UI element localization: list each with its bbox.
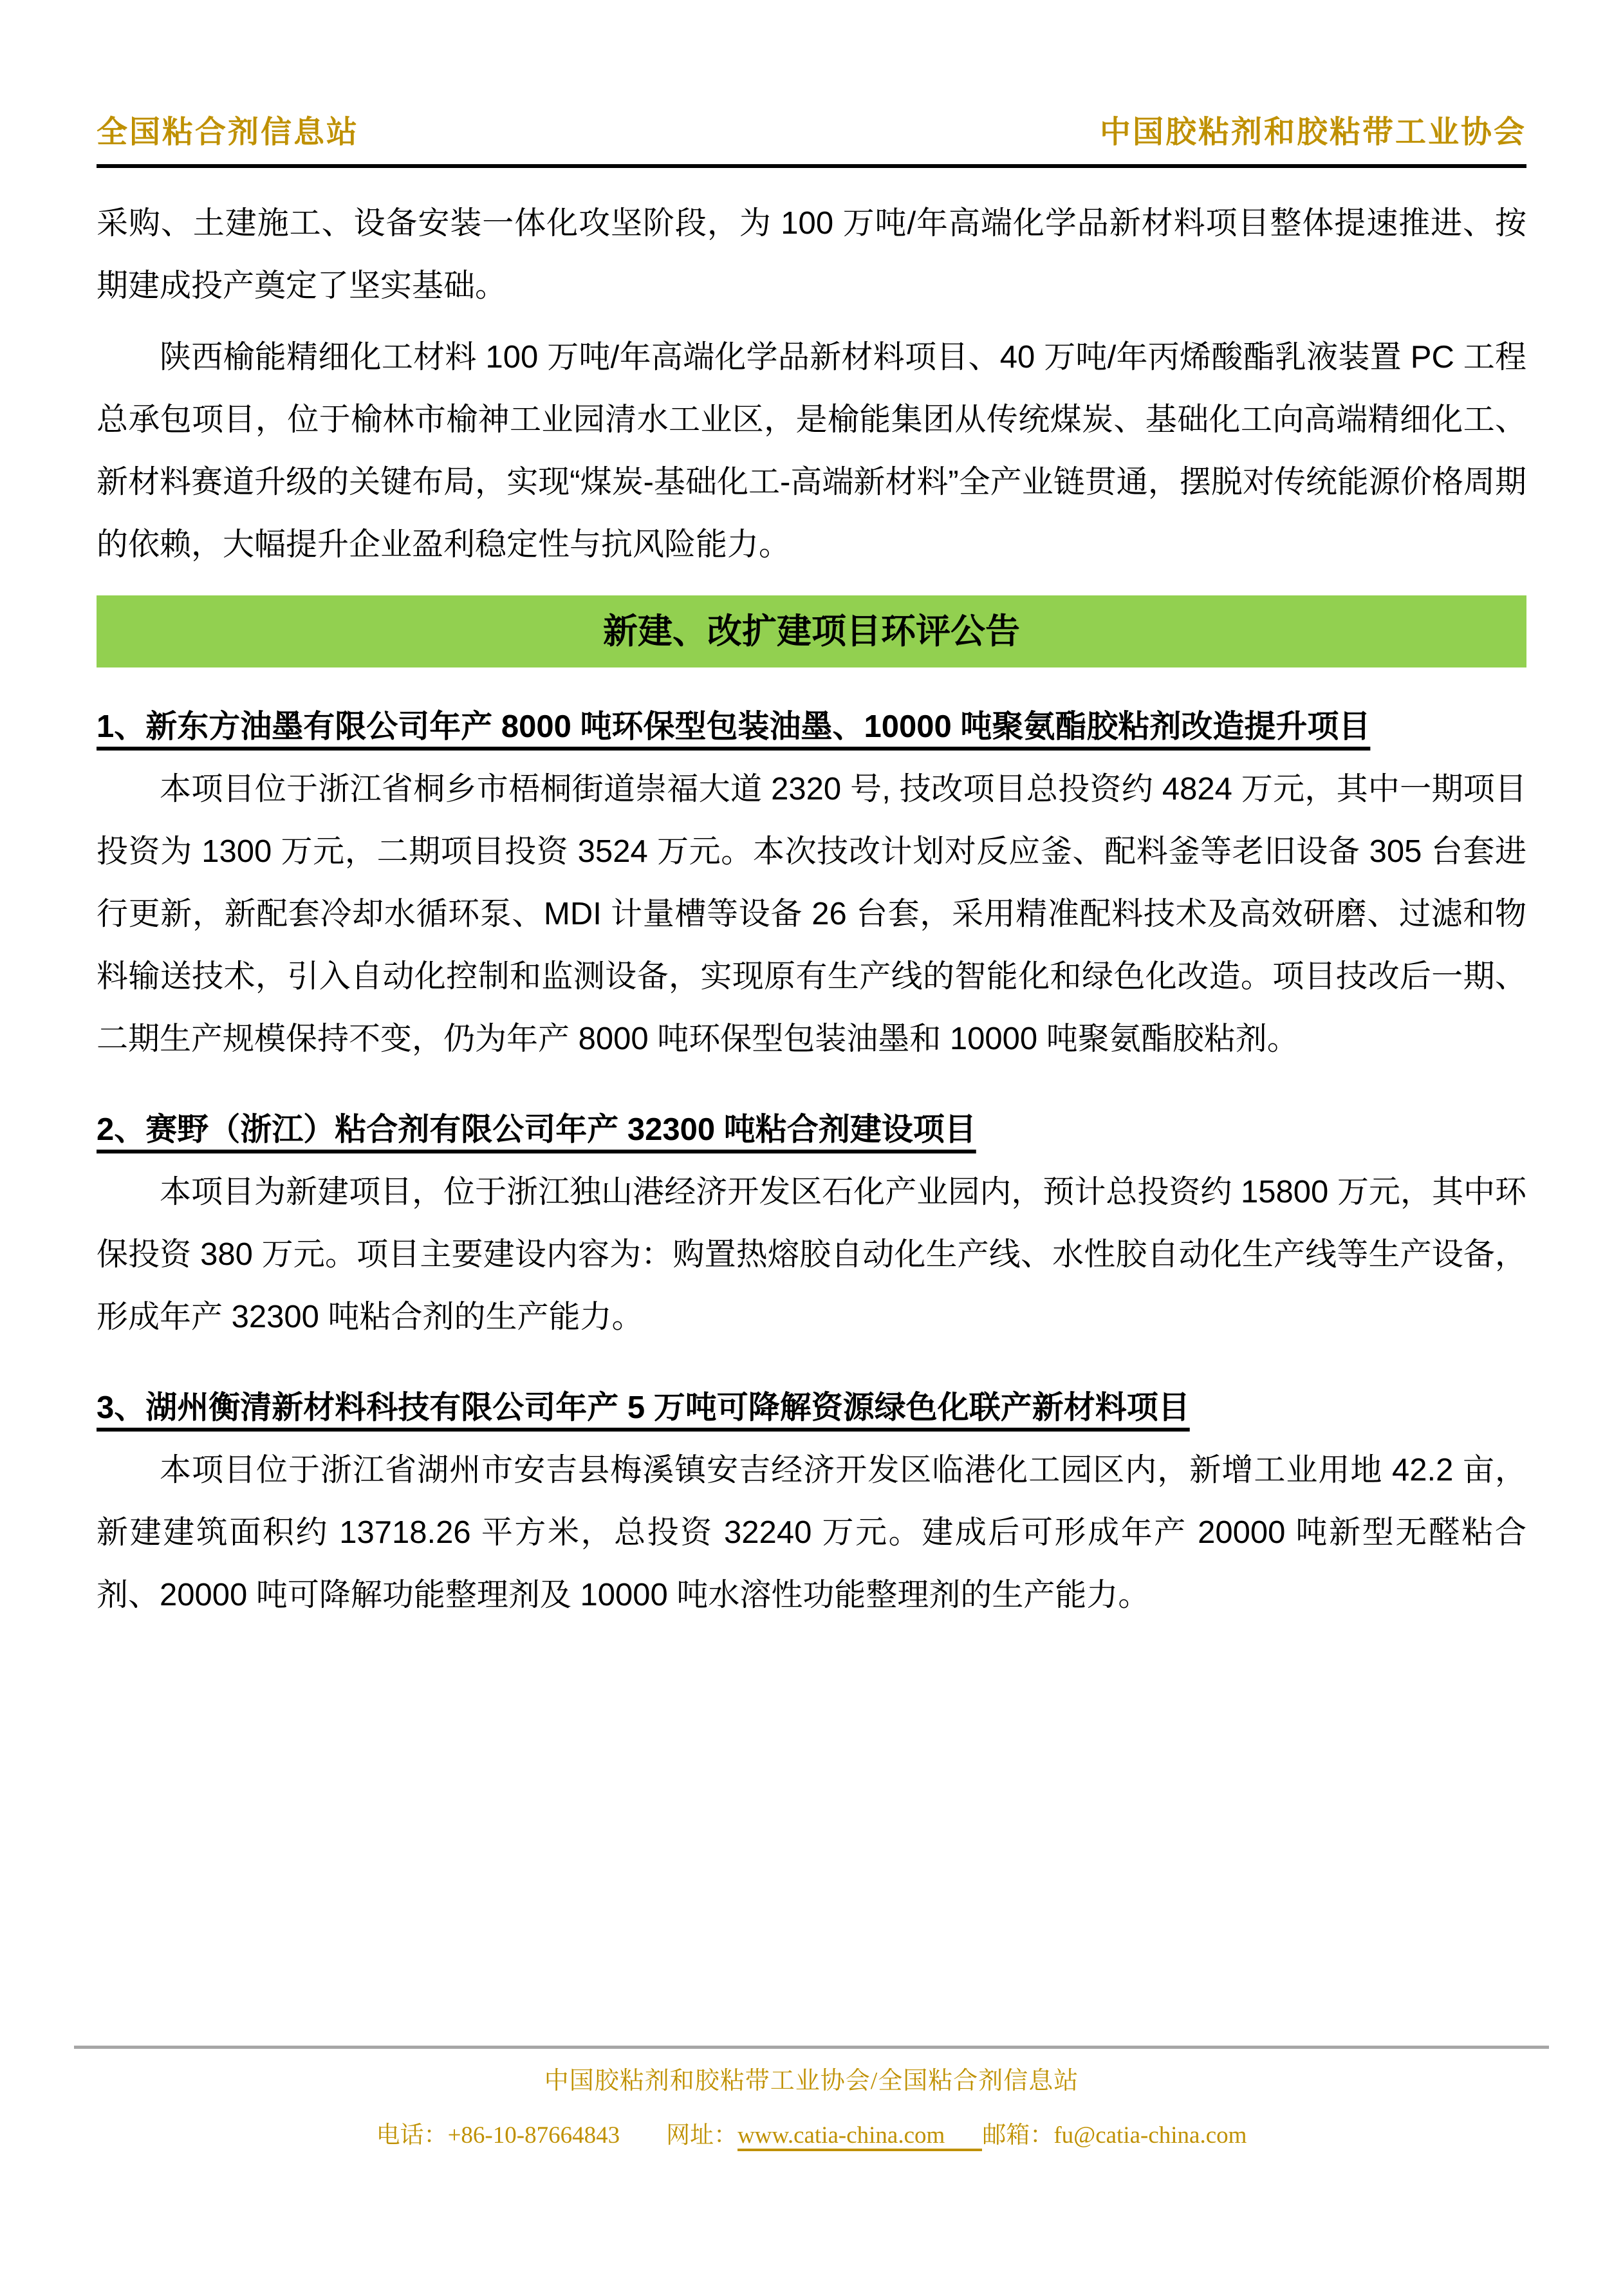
phone-label: 电话： [376,2122,448,2149]
page-header [97,0,1526,151]
phone-number: +86-10-87664843 [447,2122,620,2149]
footer-contacts [74,2115,1549,2150]
section-1-body: 本项目位于浙江省桐乡市梧桐街道崇福大道 2320 号, 技改项目总投资约 4824 万元，其中一期项目投资为 1300 万元，二期项目投资 3524 万元。本次技改计划对反应釜、配料釜等老旧设备 305 台套进行更新，新配套冷却水循环泵、MDI 计量槽等设备 26 台套，采用精准配料技术及高效研磨、过滤和物料输送技术，引入自动化控制和监测设备，实现原有生产线的智能化和绿色化改造。项目技改后一期、二期生产规模保持不变，仍为年产 8000 吨环保型包装油墨和 10000 吨聚氨酯胶粘剂。 [97,772,1526,1056]
section-2-body: 本项目为新建项目，位于浙江独山港经济开发区石化产业园内，预计总投资约 15800 万元，其中环保投资 380 万元。项目主要建设内容为：购置热熔胶自动化生产线、水性胶自动化生产线等生产设备，形成年产 32300 吨粘合剂的生产能力。 [97,1175,1526,1334]
email-label: 邮箱： [982,2122,1054,2149]
section-2-heading: 2、赛野（浙江）粘合剂有限公司年产 32300 吨粘合剂建设项目 [97,1112,976,1147]
header-association-name: 中国胶粘剂和胶粘带工业协会 [1099,115,1526,149]
section-3-heading: 3、湖州衡清新材料科技有限公司年产 5 万吨可降解资源绿色化联产新材料项目 [97,1390,1190,1425]
section-3-body: 本项目位于浙江省湖州市安吉县梅溪镇安吉经济开发区临港化工园区内，新增工业用地 42.2 亩，新建建筑面积约 13718.26 平方米，总投资 32240 万元。建成后可形成年产 20000 吨新型无醛粘合剂、20000 吨可降解功能整理剂及 10000 吨水溶性功能整理剂的生产能力。 [97,1453,1526,1612]
paragraph-shaanxi-yuneng: 陕西榆能精细化工材料 100 万吨/年高端化学品新材料项目、40 万吨/年丙烯酸酯乳液装置 PC 工程总承包项目，位于榆林市榆神工业园清水工业区，是榆能集团从传统煤炭、基础化工向高端精细化工、新材料赛道升级的关键布局，实现“煤炭-基础化工-高端新材料”全产业链贯通，摆脱对传统能源价格周期的依赖，大幅提升企业盈利稳定性与抗风险能力。 [97,340,1526,562]
footer-divider [74,2046,1549,2049]
header-divider [97,164,1526,168]
web-label: 网址： [666,2122,738,2149]
section-banner [97,595,1526,667]
page-footer [74,2046,1549,2150]
section-1-heading: 1、新东方油墨有限公司年产 8000 吨环保型包装油墨、10000 吨聚氨酯胶粘剂改造提升项目 [97,709,1371,744]
banner-title: 新建、改扩建项目环评公告 [603,612,1020,651]
footer-org-line: 中国胶粘剂和胶粘带工业协会/全国粘合剂信息站 [544,2067,1079,2095]
document-content [97,192,1526,1627]
paragraph-project-progress: 采购、土建施工、设备安装一体化攻坚阶段，为 100 万吨/年高端化学品新材料项目整体提速推进、按期建成投产奠定了坚实基础。 [97,206,1526,303]
website-link[interactable]: www.catia-china.com [737,2122,982,2151]
email-address: fu@catia-china.com [1053,2122,1247,2149]
header-site-name: 全国粘合剂信息站 [97,115,360,149]
